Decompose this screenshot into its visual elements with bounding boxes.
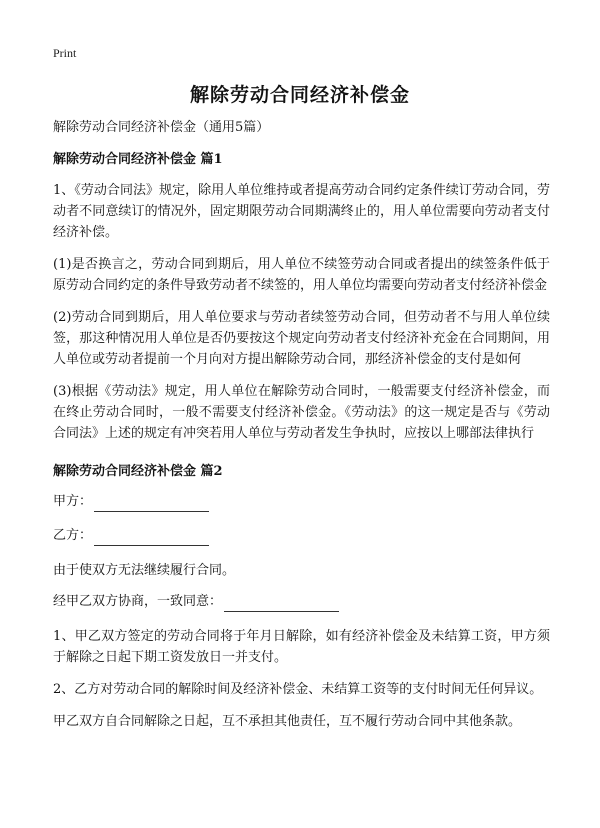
page-title: 解除劳动合同经济补偿金 xyxy=(189,84,410,106)
section2-paragraph-3: 甲乙双方自合同解除之日起，互不承担其他责任，互不履行劳动合同中其他条款。 xyxy=(53,714,522,729)
party-b-line xyxy=(53,526,550,546)
party-b-blank xyxy=(94,529,209,546)
agreement-line xyxy=(53,592,550,612)
party-a-line xyxy=(53,492,550,512)
party-b-label: 乙方： xyxy=(53,528,93,543)
party-a-blank xyxy=(94,495,209,512)
section2-paragraph-1: 1、甲乙双方签定的劳动合同将于年月日解除，如有经济补偿金及未结算工资，甲方须于解除之日起下期工资发放日一并支付。 xyxy=(53,629,550,665)
document-subtitle: 解除劳动合同经济补偿金（通用5篇） xyxy=(53,120,270,135)
print-link[interactable]: Print xyxy=(53,46,77,60)
section-heading-2: 解除劳动合同经济补偿金 篇2 xyxy=(53,464,223,479)
section1-paragraph-1: 1、《劳动合同法》规定，除用人单位维持或者提高劳动合同约定条件续订劳动合同，劳动者不同意续订的情况外，固定期限劳动合同期满终止的，用人单位需要向劳动者支付经济补偿。 xyxy=(53,183,550,240)
section1-paragraph-2: (1)是否换言之，劳动合同到期后，用人单位不续签劳动合同或者提出的续签条件低于原劳动合同约定的条件导致劳动者不续签的，用人单位均需要向劳动者支付经济补偿金 xyxy=(53,257,550,293)
document-body xyxy=(53,118,550,743)
party-a-label: 甲方： xyxy=(53,494,93,509)
section2-paragraph-2: 2、乙方对劳动合同的解除时间及经济补偿金、未结算工资等的支付时间无任何异议。 xyxy=(53,682,543,697)
section1-paragraph-4: (3)根据《劳动法》规定，用人单位在解除劳动合同时，一般需要支付经济补偿金，而在终止劳动合同时，一般不需要支付经济补偿金。《劳动法》的这一规定是否与《劳动合同法》上述的规定有冲突若用人单位与劳动者发生争执时，应按以上哪部法律执行 xyxy=(53,384,550,441)
agreement-blank xyxy=(224,595,339,612)
reason-text: 由于使双方无法继续履行合同。 xyxy=(53,563,236,578)
section-heading-1: 解除劳动合同经济补偿金 篇1 xyxy=(53,152,223,167)
agreement-label: 经甲乙双方协商，一致同意： xyxy=(53,594,223,609)
section1-paragraph-3: (2)劳动合同到期后，用人单位要求与劳动者续签劳动合同，但劳动者不与用人单位续签，那这种情况用人单位是否仍要按这个规定向劳动者支付经济补充金在合同期间，用人单位或劳动者提前一个月向对方提出解除劳动合同，那经济补偿金的支付是如何 xyxy=(53,310,550,367)
